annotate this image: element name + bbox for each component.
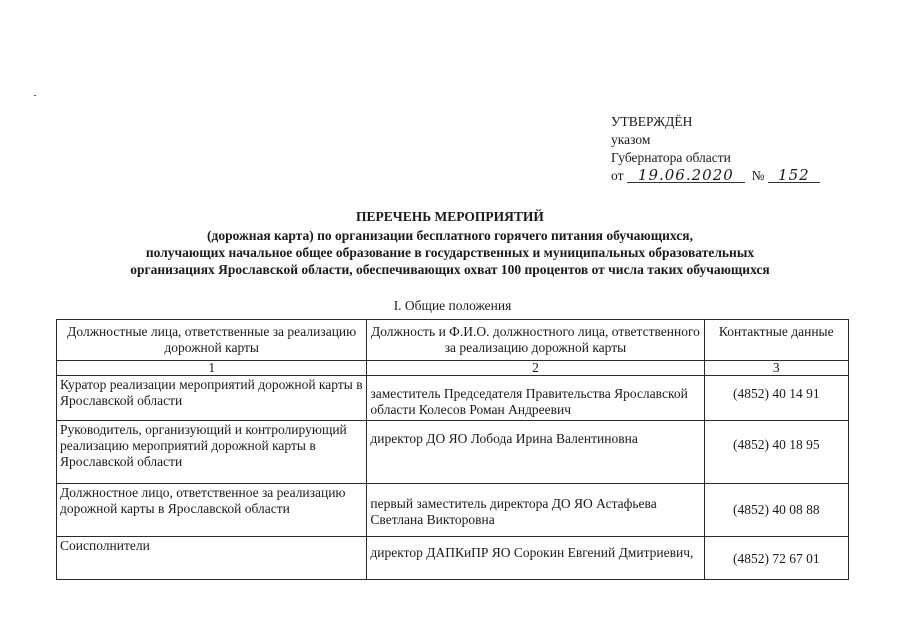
approval-decree: указом — [611, 132, 651, 147]
table-row — [57, 376, 849, 421]
number-label: № — [751, 168, 765, 183]
title-line-2: (дорожная карта) по организации бесплатного горячего питания обучающихся, — [207, 228, 693, 243]
title-line-4: организациях Ярославской области, обеспечивающих охват 100 процентов от числа таких обучающихся — [130, 262, 770, 277]
role-cell: Соисполнители — [57, 537, 367, 580]
approval-stamp-block — [611, 113, 820, 185]
person-cell: директор ДАПКиПР ЯО Сорокин Евгений Дмитриевич, — [367, 537, 704, 580]
role-cell: Руководитель, организующий и контролирующий реализацию мероприятий дорожной карты в Ярославской области — [57, 421, 367, 484]
approval-date-number-line — [611, 167, 820, 185]
column-number-3: 3 — [704, 361, 848, 376]
title-line-3: получающих начальное общее образование в государственных и муниципальных образовательных — [145, 245, 755, 260]
person-cell: заместитель Председателя Правительства Ярославской области Колесов Роман Андреевич — [367, 376, 704, 421]
column-number-2: 2 — [367, 361, 704, 376]
header-position-name: Должность и Ф.И.О. должностного лица, ответственного за реализацию дорожной карты — [367, 320, 704, 361]
approval-title: УТВЕРЖДЁН — [611, 114, 693, 129]
from-label: от — [611, 168, 624, 183]
header-contacts: Контактные данные — [704, 320, 848, 361]
contact-cell: (4852) 40 08 88 — [704, 484, 848, 537]
role-cell: Куратор реализации мероприятий дорожной карты в Ярославской области — [57, 376, 367, 421]
column-number-1: 1 — [57, 361, 367, 376]
role-cell: Должностное лицо, ответственное за реализацию дорожной карты в Ярославской области — [57, 484, 367, 537]
table-header-row — [57, 320, 849, 361]
handwritten-number: 152 — [768, 168, 820, 183]
title-line-1: ПЕРЕЧЕНЬ МЕРОПРИЯТИЙ — [356, 209, 544, 224]
document-title — [60, 208, 840, 278]
scan-speck — [34, 95, 36, 96]
person-cell: директор ДО ЯО Лобода Ирина Валентиновна — [367, 421, 704, 484]
section-heading: I. Общие положения — [393, 298, 512, 313]
contact-cell: (4852) 72 67 01 — [704, 537, 848, 580]
handwritten-date: 19.06.2020 — [627, 168, 745, 183]
contact-cell: (4852) 40 18 95 — [704, 421, 848, 484]
approval-governor: Губернатора области — [611, 150, 731, 165]
table-row — [57, 484, 849, 537]
contact-cell: (4852) 40 14 91 — [704, 376, 848, 421]
column-number-row — [57, 361, 849, 376]
person-cell: первый заместитель директора ДО ЯО Астафьева Светлана Викторовна — [367, 484, 704, 537]
responsible-persons-table — [56, 319, 849, 580]
table-row — [57, 537, 849, 580]
table-row — [57, 421, 849, 484]
header-responsible-officials: Должностные лица, ответственные за реализацию дорожной карты — [57, 320, 367, 361]
